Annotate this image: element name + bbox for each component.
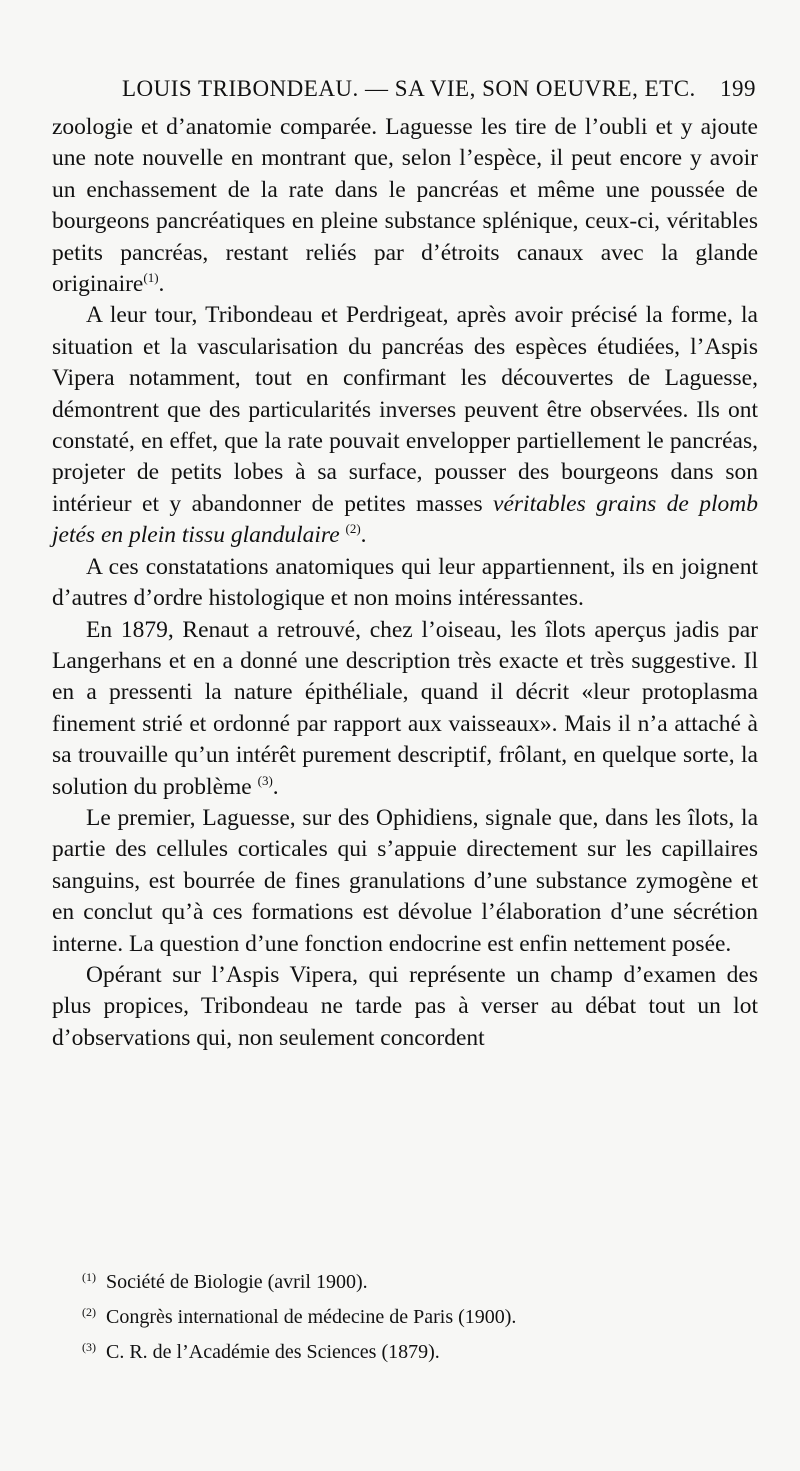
footnotes	[82, 1262, 742, 1367]
paragraph-1: zoologie et d’anatomie comparée. Laguesse les tire de l’oubli et y ajoute une note nouvelle en montrant que, selon l’espèce, il peut encore y avoir un enchassement de la rate dans le pancréas et même une poussée de bourgeons pancréatiques en pleine substance splénique, ceux-ci, véritables petits pancréas, restant reliés par d’étroits canaux avec la glande originaire$^{(1)}$.	[52, 114, 758, 298]
footnote-2: $^{(2)}$ Congrès international de médecine de Paris (1900).	[82, 1305, 517, 1328]
paragraph-5: Le premier, Laguesse, sur des Ophidiens, signale que, dans les îlots, la partie des cellules corticales qui s’appuie directement sur les capillaires sanguins, est bourrée de fines granulations d’une substance zymogène et en conclut qu’à ces formations est dévolue l’élaboration d’une sécrétion interne. La question d’une fonction endocrine est enfin nettement posée.	[52, 804, 758, 957]
paragraph-3: A ces constatations anatomiques qui leur appartiennent, ils en joignent d’autres d’ordre histologique et non moins intéressantes.	[52, 553, 758, 612]
footnote-ref-1: (1)	[143, 270, 159, 286]
footnote-ref-3: (3)	[257, 772, 273, 788]
footnote-3: $^{(3)}$ C. R. de l’Académie des Sciences (1879).	[82, 1340, 440, 1363]
body-text	[52, 112, 758, 1054]
paragraph-4: En 1879, Renaut a retrouvé, chez l’oiseau, les îlots aperçus jadis par Langerhans et en a donné une description très exacte et très suggestive. Il en a pressenti la nature épithéliale, quand il décrit «leur protoplasma finement strié et ordonné par rapport aux vaisseaux». Mais il n’a attaché à sa trouvaille qu’un intérêt purement descriptif, frôlant, en quelque sorte, la solution du problème $^{(3)}$.	[52, 616, 758, 800]
italic-quote: véritables grains de plomb jetés en plein tissu glandulaire	[52, 490, 759, 549]
paragraph-2: A leur tour, Tribondeau et Perdrigeat, après avoir précisé la forme, la situation et la vascularisation du pancréas des espèces étudiées, l’Aspis Vipera notamment, tout en confirmant les découvertes de Laguesse, démontrent que des particularités inverses peuvent être observées. Ils ont constaté, en effet, que la rate pouvait envelopper partiellement le pancréas, projeter de petits lobes à sa surface, pousser des bourgeons dans son intérieur et y abandonner de petites masses véritables grains de plomb jetés en plein tissu glandulaire $^{(2)}$.	[52, 302, 759, 549]
footnote-ref-2: (2)	[345, 521, 361, 537]
paragraph-6: Opérant sur l’Aspis Vipera, qui représente un champ d’examen des plus propices, Tribondeau ne tarde pas à verser au débat tout un lot d’observations qui, non seulement concordent	[52, 961, 758, 1051]
running-title: LOUIS TRIBONDEAU. — SA VIE, SON OEUVRE, ETC.	[122, 76, 696, 101]
page-number: 199	[720, 76, 756, 101]
footnote-1: $^{(1)}$ Société de Biologie (avril 1900).	[82, 1270, 368, 1293]
running-header	[82, 76, 756, 106]
